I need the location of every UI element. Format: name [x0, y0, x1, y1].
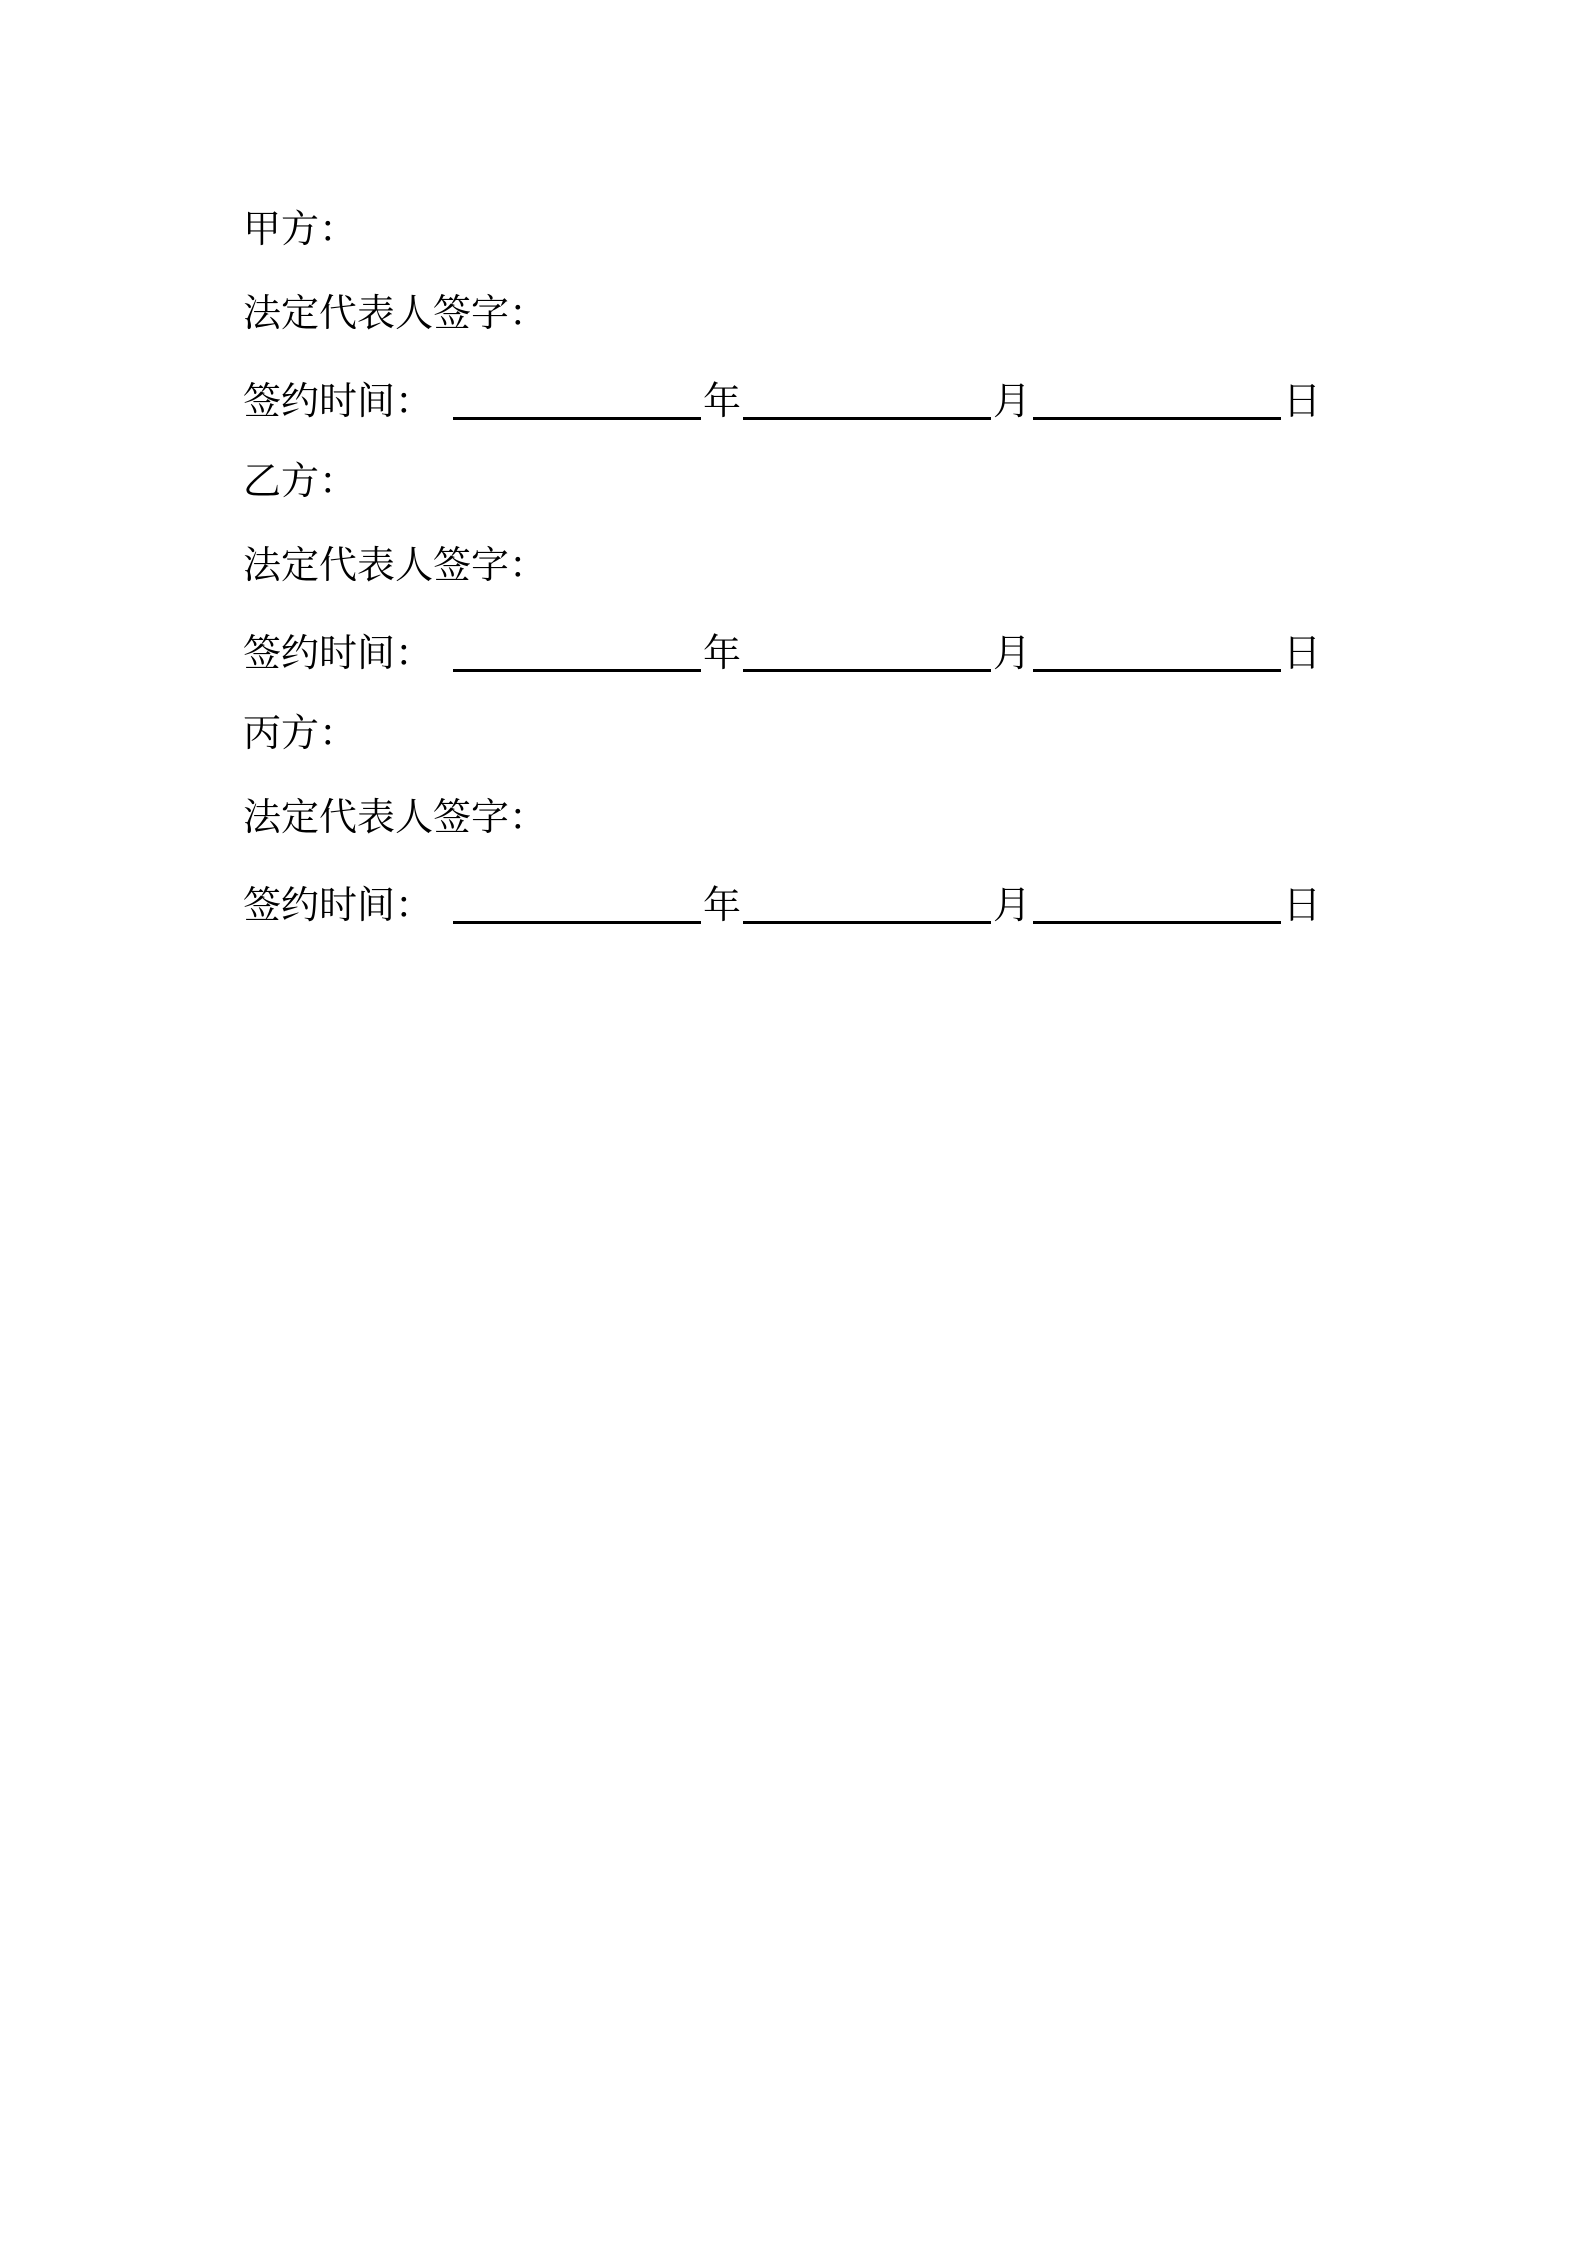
- month-blank[interactable]: [743, 876, 991, 924]
- signing-date-label: 签约时间：: [243, 631, 434, 675]
- day-label: 日: [1283, 883, 1322, 927]
- year-blank[interactable]: [453, 624, 701, 672]
- signature-block: [243, 198, 1363, 954]
- party-a-representative-signature-label: 法定代表人签字：: [243, 291, 548, 335]
- month-blank[interactable]: [743, 372, 991, 420]
- year-blank[interactable]: [453, 372, 701, 420]
- month-label: 月: [993, 631, 1032, 675]
- party-b-representative-signature-label: 法定代表人签字：: [243, 543, 548, 587]
- day-label: 日: [1283, 379, 1322, 423]
- party-a-signing-date: [243, 366, 1363, 450]
- party-b-signing-date: [243, 618, 1363, 702]
- month-label: 月: [993, 379, 1032, 423]
- day-blank[interactable]: [1033, 876, 1281, 924]
- month-label: 月: [993, 883, 1032, 927]
- day-label: 日: [1283, 631, 1322, 675]
- year-blank[interactable]: [453, 876, 701, 924]
- party-c-signing-date: [243, 870, 1363, 954]
- party-c-label: 丙方：: [243, 711, 358, 755]
- party-c-representative-signature-label: 法定代表人签字：: [243, 795, 548, 839]
- day-blank[interactable]: [1033, 624, 1281, 672]
- party-b-label: 乙方：: [243, 459, 358, 503]
- year-label: 年: [703, 379, 742, 423]
- signing-date-label: 签约时间：: [243, 379, 434, 423]
- year-label: 年: [703, 883, 742, 927]
- party-a-label: 甲方：: [243, 207, 358, 251]
- signing-date-label: 签约时间：: [243, 883, 434, 927]
- month-blank[interactable]: [743, 624, 991, 672]
- year-label: 年: [703, 631, 742, 675]
- day-blank[interactable]: [1033, 372, 1281, 420]
